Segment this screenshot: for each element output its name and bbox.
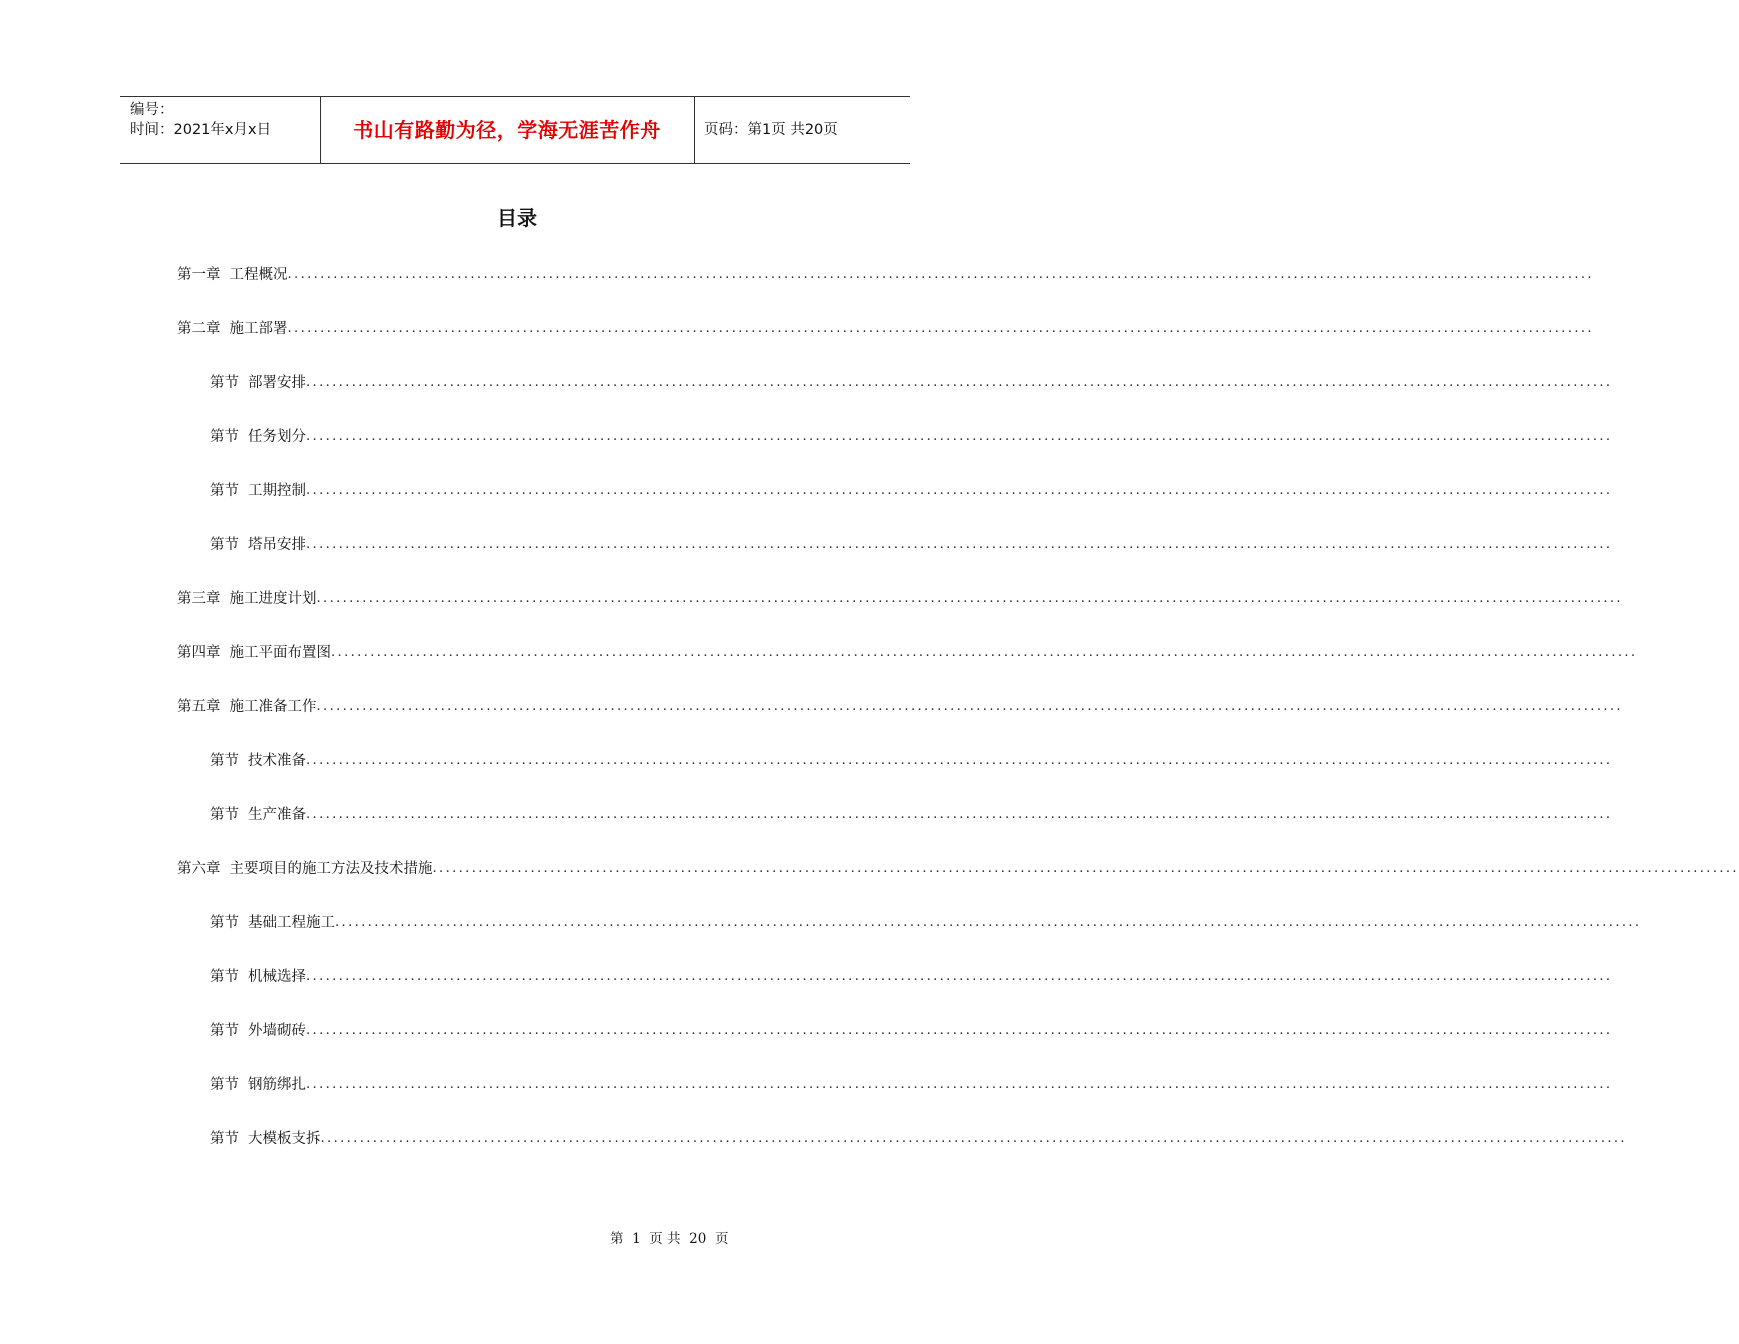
toc-entry-label: 技术准备 bbox=[248, 753, 306, 769]
toc-entry-label: 工期控制 bbox=[248, 483, 306, 499]
toc-entry-label: 生产准备 bbox=[248, 807, 306, 823]
toc-dot-leader: ........................................................................................................................................................................................................ bbox=[306, 1023, 1613, 1038]
toc-entry-number: 第四章 bbox=[177, 645, 221, 661]
toc-entry[interactable] bbox=[210, 426, 1613, 448]
toc-dot-leader: ........................................................................................................................................................................................................ bbox=[306, 483, 1613, 498]
toc-entry-number: 第节 bbox=[210, 375, 239, 391]
toc-entry-label: 塔吊安排 bbox=[248, 537, 306, 553]
header-page-info: 页码：第1页 共20页 bbox=[704, 122, 838, 138]
toc-entry-label: 部署安排 bbox=[248, 375, 306, 391]
toc-entry[interactable] bbox=[210, 804, 1613, 826]
toc-dot-leader: ........................................................................................................................................................................................................ bbox=[287, 321, 1594, 336]
toc-entry[interactable] bbox=[177, 318, 1594, 340]
document-time-label: 时间：2021年x月x日 bbox=[130, 122, 272, 138]
toc-entry[interactable] bbox=[177, 264, 1594, 286]
footer-current-page: 1 bbox=[632, 1231, 641, 1247]
toc-entry-label: 大模板支拆 bbox=[248, 1131, 321, 1147]
toc-entry-number: 第节 bbox=[210, 807, 239, 823]
footer-prefix: 第 bbox=[610, 1231, 624, 1247]
toc-dot-leader: ........................................................................................................................................................................................................ bbox=[320, 1131, 1627, 1146]
toc-entry[interactable] bbox=[210, 1128, 1627, 1150]
toc-dot-leader: ........................................................................................................................................................................................................ bbox=[306, 429, 1613, 444]
toc-entry[interactable] bbox=[177, 642, 1638, 664]
toc-entry-label: 外墙砌砖 bbox=[248, 1023, 306, 1039]
toc-entry-label: 主要项目的施工方法及技术措施 bbox=[229, 861, 433, 877]
footer-total-pages: 20 bbox=[689, 1231, 707, 1247]
toc-entry-number: 第节 bbox=[210, 969, 239, 985]
toc-entry-label: 基础工程施工 bbox=[248, 915, 335, 931]
toc-dot-leader: ........................................................................................................................................................................................................ bbox=[306, 807, 1613, 822]
toc-dot-leader: ........................................................................................................................................................................................................ bbox=[306, 753, 1613, 768]
toc-entry-number: 第节 bbox=[210, 1131, 239, 1147]
toc-entry-label: 施工准备工作 bbox=[229, 699, 317, 715]
toc-title: 目录 bbox=[497, 206, 537, 230]
toc-entry[interactable] bbox=[210, 480, 1613, 502]
toc-entry-number: 第二章 bbox=[177, 321, 221, 337]
toc-entry-label: 任务划分 bbox=[248, 429, 306, 445]
toc-dot-leader: ........................................................................................................................................................................................................ bbox=[335, 915, 1642, 930]
toc-entry[interactable] bbox=[210, 534, 1613, 556]
toc-entry[interactable] bbox=[177, 588, 1623, 610]
toc-entry[interactable] bbox=[210, 1074, 1613, 1096]
toc-entry[interactable] bbox=[210, 912, 1642, 934]
toc-entry[interactable] bbox=[210, 372, 1613, 394]
toc-entry[interactable] bbox=[210, 1020, 1613, 1042]
toc-entry-label: 工程概况 bbox=[229, 267, 288, 283]
toc-entry-number: 第节 bbox=[210, 1023, 239, 1039]
footer-suffix: 页 bbox=[714, 1231, 729, 1247]
footer-mid: 页 共 bbox=[649, 1231, 681, 1247]
toc-dot-leader: ........................................................................................................................................................................................................ bbox=[287, 267, 1594, 282]
toc-entry-label: 施工进度计划 bbox=[229, 591, 317, 607]
toc-entry[interactable] bbox=[177, 696, 1623, 718]
toc-entry-number: 第节 bbox=[210, 915, 239, 931]
toc-entry[interactable] bbox=[210, 966, 1613, 988]
toc-entry-label: 机械选择 bbox=[248, 969, 306, 985]
toc-dot-leader: ........................................................................................................................................................................................................ bbox=[432, 861, 1739, 876]
toc-dot-leader: ........................................................................................................................................................................................................ bbox=[306, 537, 1613, 552]
toc-entry-number: 第节 bbox=[210, 429, 239, 445]
toc-dot-leader: ........................................................................................................................................................................................................ bbox=[316, 591, 1623, 606]
header-motto: 书山有路勤为径，学海无涯苦作舟 bbox=[353, 118, 661, 142]
toc-dot-leader: ........................................................................................................................................................................................................ bbox=[316, 699, 1623, 714]
toc-entry-label: 施工部署 bbox=[229, 321, 288, 337]
page-footer bbox=[610, 1229, 728, 1249]
toc-entry-number: 第一章 bbox=[177, 267, 221, 283]
toc-entry[interactable] bbox=[177, 858, 1739, 880]
toc-entry-number: 第五章 bbox=[177, 699, 221, 715]
toc-entry-number: 第节 bbox=[210, 537, 239, 553]
toc-dot-leader: ........................................................................................................................................................................................................ bbox=[306, 969, 1613, 984]
toc-entry-number: 第节 bbox=[210, 1077, 239, 1093]
toc-entry-number: 第三章 bbox=[177, 591, 221, 607]
toc-dot-leader: ........................................................................................................................................................................................................ bbox=[331, 645, 1638, 660]
toc-entry-label: 施工平面布置图 bbox=[229, 645, 331, 661]
toc-entry[interactable] bbox=[210, 750, 1613, 772]
toc-entry-label: 钢筋绑扎 bbox=[248, 1077, 306, 1093]
toc-entry-number: 第六章 bbox=[177, 861, 221, 877]
toc-dot-leader: ........................................................................................................................................................................................................ bbox=[306, 1077, 1613, 1092]
toc-entry-number: 第节 bbox=[210, 483, 239, 499]
toc-entry-number: 第节 bbox=[210, 753, 239, 769]
document-number-label: 编号： bbox=[130, 102, 174, 118]
toc-dot-leader: ........................................................................................................................................................................................................ bbox=[306, 375, 1613, 390]
